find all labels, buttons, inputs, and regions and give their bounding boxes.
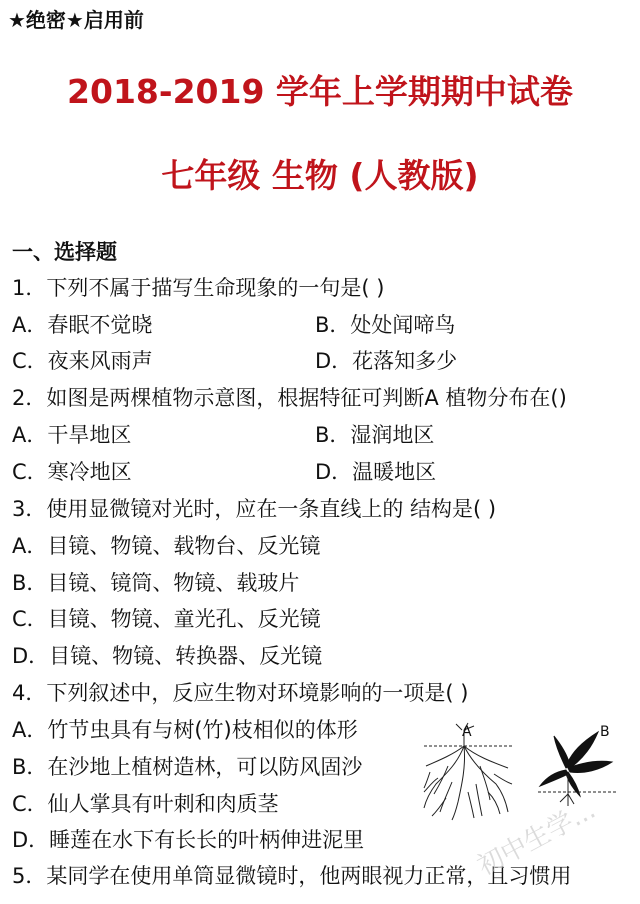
question-1-option-d: D．花落知多少 — [315, 349, 458, 373]
plant-b-label: B — [600, 724, 610, 740]
question-2-stem: 2．如图是两棵植物示意图，根据特征可判断A 植物分布在() — [12, 386, 567, 410]
question-2-option-d: D．温暖地区 — [315, 460, 437, 484]
question-4-stem: 4．下列叙述中，反应生物对环境影响的一项是( ) — [12, 681, 469, 705]
question-2-option-b: B．湿润地区 — [315, 423, 435, 447]
section-heading: 一、选择题 — [12, 240, 117, 264]
exam-subtitle: 七年级 生物 (人教版) — [161, 156, 479, 195]
question-4-option-b: B．在沙地上植树造林，可以防风固沙 — [12, 755, 363, 779]
question-3-stem: 3．使用显微镜对光时，应在一条直线上的 结构是( ) — [12, 497, 497, 521]
question-3-option-d: D．目镜、物镜、转换器、反光镜 — [12, 644, 323, 668]
question-1-option-a: A．春眠不觉晓 — [12, 313, 153, 337]
question-2-option-c: C．寒冷地区 — [12, 460, 132, 484]
question-4-option-c: C．仙人掌具有叶刺和肉质茎 — [12, 792, 279, 816]
question-5-stem: 5．某同学在使用单筒显微镜时，他两眼视力正常，且习惯用 — [12, 864, 572, 888]
question-3-option-a: A．目镜、物镜、载物台、反光镜 — [12, 534, 321, 558]
question-1-option-c: C．夜来风雨声 — [12, 349, 153, 373]
question-4-option-a: A．竹节虫具有与树(竹)枝相似的体形 — [12, 718, 358, 742]
question-3-option-b: B．目镜、镜筒、物镜、载玻片 — [12, 571, 300, 595]
question-4-option-d: D．睡莲在水下有长长的叶柄伸进泥里 — [12, 828, 365, 852]
watermark-text: 初中生学... — [472, 794, 601, 882]
question-3-option-c: C．目镜、物镜、童光孔、反光镜 — [12, 607, 321, 631]
question-1-option-b: B．处处闻啼鸟 — [315, 313, 456, 337]
exam-title: 2018-2019 学年上学期期中试卷 — [67, 72, 573, 111]
confidential-label: ★绝密★启用前 — [8, 8, 144, 32]
question-2-option-a: A．干旱地区 — [12, 423, 132, 447]
question-1-stem: 1．下列不属于描写生命现象的一句是( ) — [12, 276, 385, 300]
plant-a-label: A — [462, 724, 472, 740]
